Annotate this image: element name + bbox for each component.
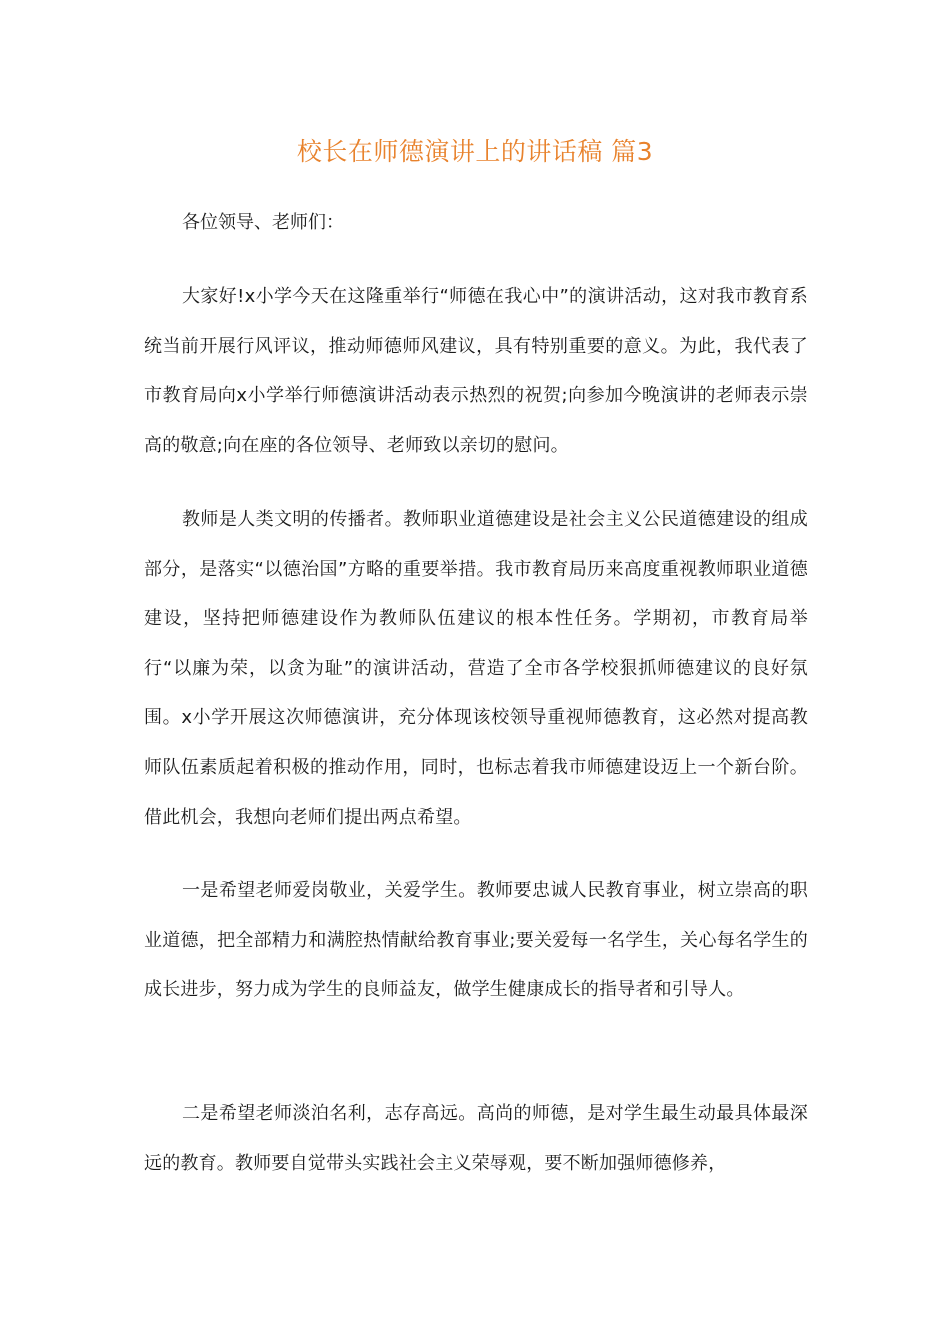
salutation: 各位领导、老师们： <box>182 212 344 233</box>
paragraph-1: 大家好!x小学今天在这隆重举行“师德在我心中”的演讲活动，这对我市教育系统当前开展行风评议，推动师德师风建议，具有特别重要的意义。为此，我代表了市教育局向x小学举行师德演讲活动表示热烈的祝贺;向参加今晚演讲的老师表示崇高的敬意;向在座的各位领导、老师致以亲切的慰问。 <box>144 286 808 456</box>
paragraph-3: 一是希望老师爱岗敬业，关爱学生。教师要忠诚人民教育事业，树立崇高的职业道德，把全部精力和满腔热情献给教育事业;要关爱每一名学生，关心每名学生的成长进步，努力成为学生的良师益友，做学生健康成长的指导者和引导人。 <box>144 880 808 1001</box>
paragraph-2: 教师是人类文明的传播者。教师职业道德建设是社会主义公民道德建设的组成部分，是落实“以德治国”方略的重要举措。我市教育局历来高度重视教师职业道德建设，坚持把师德建设作为教师队伍建议的根本性任务。学期初，市教育局举行“以廉为荣，以贪为耻”的演讲活动，营造了全市各学校狠抓师德建议的良好氛围。x小学开展这次师德演讲，充分体现该校领导重视师德教育，这必然对提高教师队伍素质起着积极的推动作用，同时，也标志着我市师德建设迈上一个新台阶。借此机会，我想向老师们提出两点希望。 <box>144 509 808 828</box>
paragraph-4: 二是希望老师淡泊名利，志存高远。高尚的师德，是对学生最生动最具体最深远的教育。教师要自觉带头实践社会主义荣辱观，要不断加强师德修养， <box>144 1103 808 1174</box>
document-title: 校长在师德演讲上的讲话稿 篇3 <box>296 137 654 166</box>
